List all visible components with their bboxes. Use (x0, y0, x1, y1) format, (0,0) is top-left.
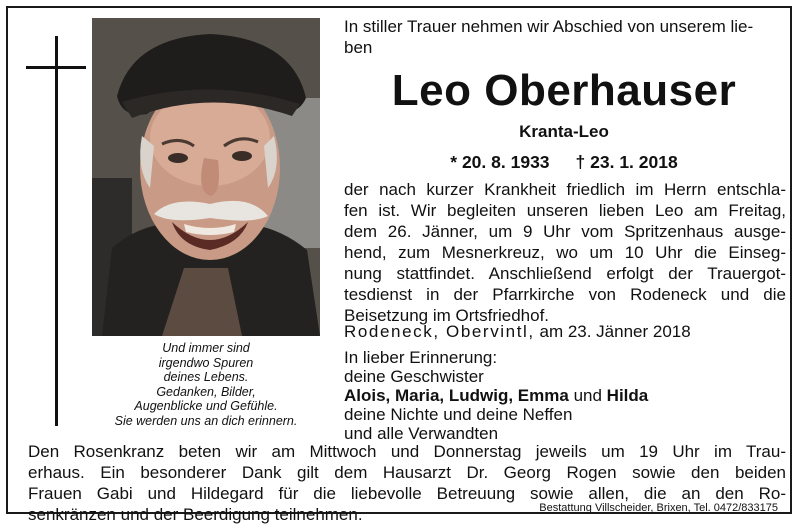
poem-line: Augenblicke und Gefühle. (134, 399, 278, 413)
deceased-name: Leo Oberhauser (391, 66, 737, 115)
place-location: Rodeneck, Obervintl, (344, 322, 535, 341)
life-dates (344, 151, 784, 173)
obituary-notice (6, 6, 792, 524)
poem-line: deines Lebens. (163, 370, 249, 384)
mourners-list (344, 348, 786, 443)
siblings-and: und (573, 386, 602, 405)
place-date: am 23. Jänner 2018 (539, 322, 691, 341)
body-line: nung stattfindet. Anschließend erfolgt der Trauergot- (344, 264, 786, 283)
death-date: † 23. 1. 2018 (575, 152, 678, 172)
relatives-line: und alle Verwandten (344, 424, 499, 443)
portrait-photo (92, 18, 320, 336)
poem-line: Sie werden uns an dich erinnern. (114, 413, 298, 428)
portrait-illustration (92, 18, 320, 336)
siblings-intro: deine Geschwister (344, 367, 484, 386)
body-line: der nach kurzer Krankheit friedlich im Herrn entschla- (344, 180, 786, 199)
intro-text (344, 16, 784, 58)
body-line: Beisetzung im Ortsfriedhof. (344, 306, 550, 325)
funeral-home-credit: Bestattung Villscheider, Brixen, Tel. 0472/833175 (539, 502, 778, 514)
intro-line: In stiller Trauer nehmen wir Abschied von unserem lie- (344, 17, 754, 36)
place-and-date (344, 321, 786, 342)
cross-horizontal-beam (26, 66, 86, 69)
siblings-names: Alois, Maria, Ludwig, Emma (344, 386, 569, 405)
rosary-line: Den Rosenkranz beten wir am Mittwoch und Donnerstag jeweils um 19 Uhr im Trau- (28, 442, 786, 461)
body-line: hend, zum Mesnerkreuz, wo um 10 Uhr die Einseg- (344, 243, 786, 262)
body-line: tesdienst in der Pfarrkirche von Rodeneck und die (344, 285, 786, 304)
birth-date: * 20. 8. 1933 (450, 152, 550, 172)
deceased-nickname: Kranta-Leo (519, 122, 609, 141)
funeral-details (344, 179, 786, 326)
nephews-line: deine Nichte und deine Neffen (344, 405, 573, 424)
rosary-line: Frauen Gabi und Hildegard für die liebevolle Betreuung sowie allen, die an den Ro- (28, 484, 786, 503)
memorial-poem (92, 341, 320, 428)
body-line: dem 26. Jänner, um 9 Uhr vom Spritzenhaus ausge- (344, 222, 786, 241)
rosary-line: erhaus. Ein besonderer Dank gilt dem Hausarzt Dr. Georg Rogen sowie den beiden (28, 463, 786, 482)
intro-line: ben (344, 38, 373, 57)
siblings-last: Hilda (606, 386, 649, 405)
cross-vertical-beam (55, 36, 58, 426)
poem-line: Und immer sind (162, 341, 250, 355)
rosary-line: senkränzen und der Beerdigung teilnehmen. (28, 505, 363, 524)
siblings-line (344, 386, 786, 405)
body-line: fen ist. Wir begleiten unseren lieben Leo am Freitag, (344, 201, 786, 220)
poem-line: irgendwo Spuren (158, 355, 254, 370)
poem-line: Gedanken, Bilder, (156, 384, 256, 399)
memory-heading: In lieber Erinnerung: (344, 348, 498, 367)
